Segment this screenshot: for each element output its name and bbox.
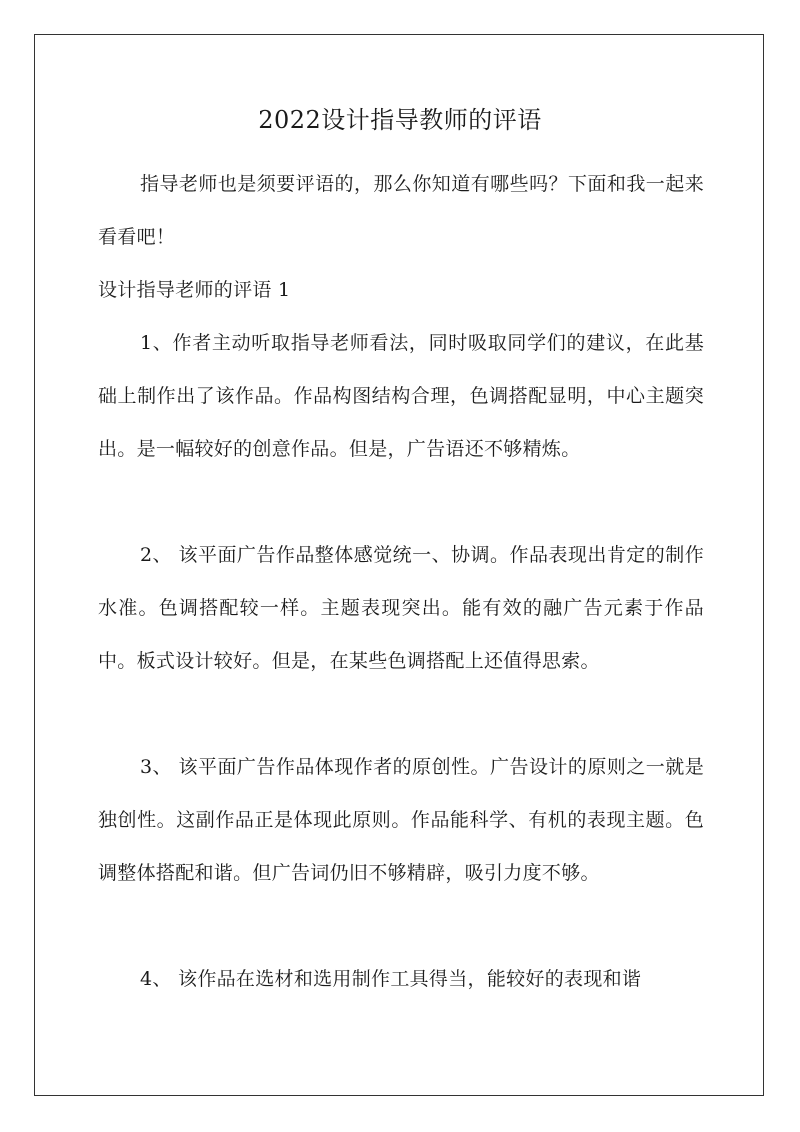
comment-item-1: 1、作者主动听取指导老师看法，同时吸取同学们的建议，在此基础上制作出了该作品。作品构图结构合理，色调搭配显明，中心主题突出。是一幅较好的创意作品。但是，广告语还不够精炼。 xyxy=(98,332,704,460)
comment-item-2: 2、 该平面广告作品整体感觉统一、协调。作品表现出肯定的制作水准。色调搭配较一样。主题表现突出。能有效的融广告元素于作品中。板式设计较好。但是，在某些色调搭配上还值得思索。 xyxy=(98,544,704,672)
comment-item-4: 4、 该作品在选材和选用制作工具得当，能较好的表现和谐 xyxy=(140,968,642,990)
intro-paragraph: 指导老师也是须要评语的，那么你知道有哪些吗？下面和我一起来看看吧！ xyxy=(98,173,704,248)
document-title: 2022设计指导教师的评语 xyxy=(258,106,542,134)
comment-item-3: 3、 该平面广告作品体现作者的原创性。广告设计的原则之一就是独创性。这副作品正是体现此原则。作品能科学、有机的表现主题。色调整体搭配和谐。但广告词仍旧不够精辟，吸引力度不够。 xyxy=(98,756,704,884)
section-heading: 设计指导老师的评语 1 xyxy=(98,279,291,301)
